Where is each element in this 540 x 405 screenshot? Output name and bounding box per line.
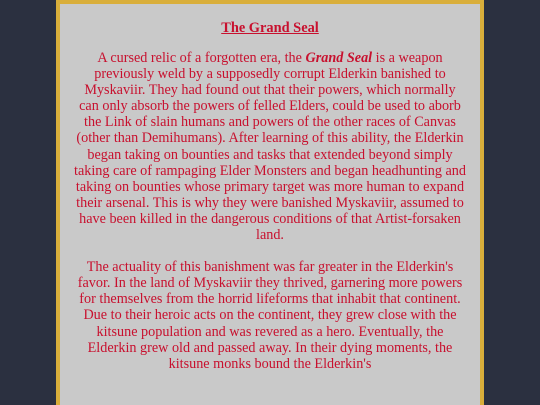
- paragraph-1-text-end: is a weapon previously weld by a supposedly corrupt Elderkin banished to Myskaviir. They had found out that their powers, which normally can only absorb the powers of felled Elders, could be used to aborb the Link of slain humans and powers of the other races of Canvas (other than Demihumans). After learning of this ability, the Elderkin began taking on bounties and tasks that extended beyond simply taking care of rampaging Elder Monsters and began headhunting and taking on bounties whose primary target was more human to expand their arsenal. This is why they were banished Myskaviir, assumed to have been killed in the dangerous conditions of that Artist-forsaken land.: [74, 50, 466, 244]
- article-paragraph-2: The actuality of this banishment was far greater in the Elderkin's favor. In the land of Myskaviir they thrived, garnering more powers for themselves from the horrid lifeforms that inhabit that continent. Due to their heroic acts on the continent, they grew close with the kitsune population and was revered as a hero. Eventually, the Elderkin grew old and passed away. In their dying moments, the kitsune monks bound the Elderkin's: [77, 259, 463, 372]
- paragraph-1-text-start: A cursed relic of a forgotten era, the: [97, 50, 306, 66]
- article-content: [60, 4, 480, 372]
- article-panel: [56, 0, 484, 405]
- article-paragraph-1: [74, 50, 466, 243]
- article-title: The Grand Seal: [221, 20, 319, 36]
- grand-seal-emphasis: Grand Seal: [305, 50, 373, 66]
